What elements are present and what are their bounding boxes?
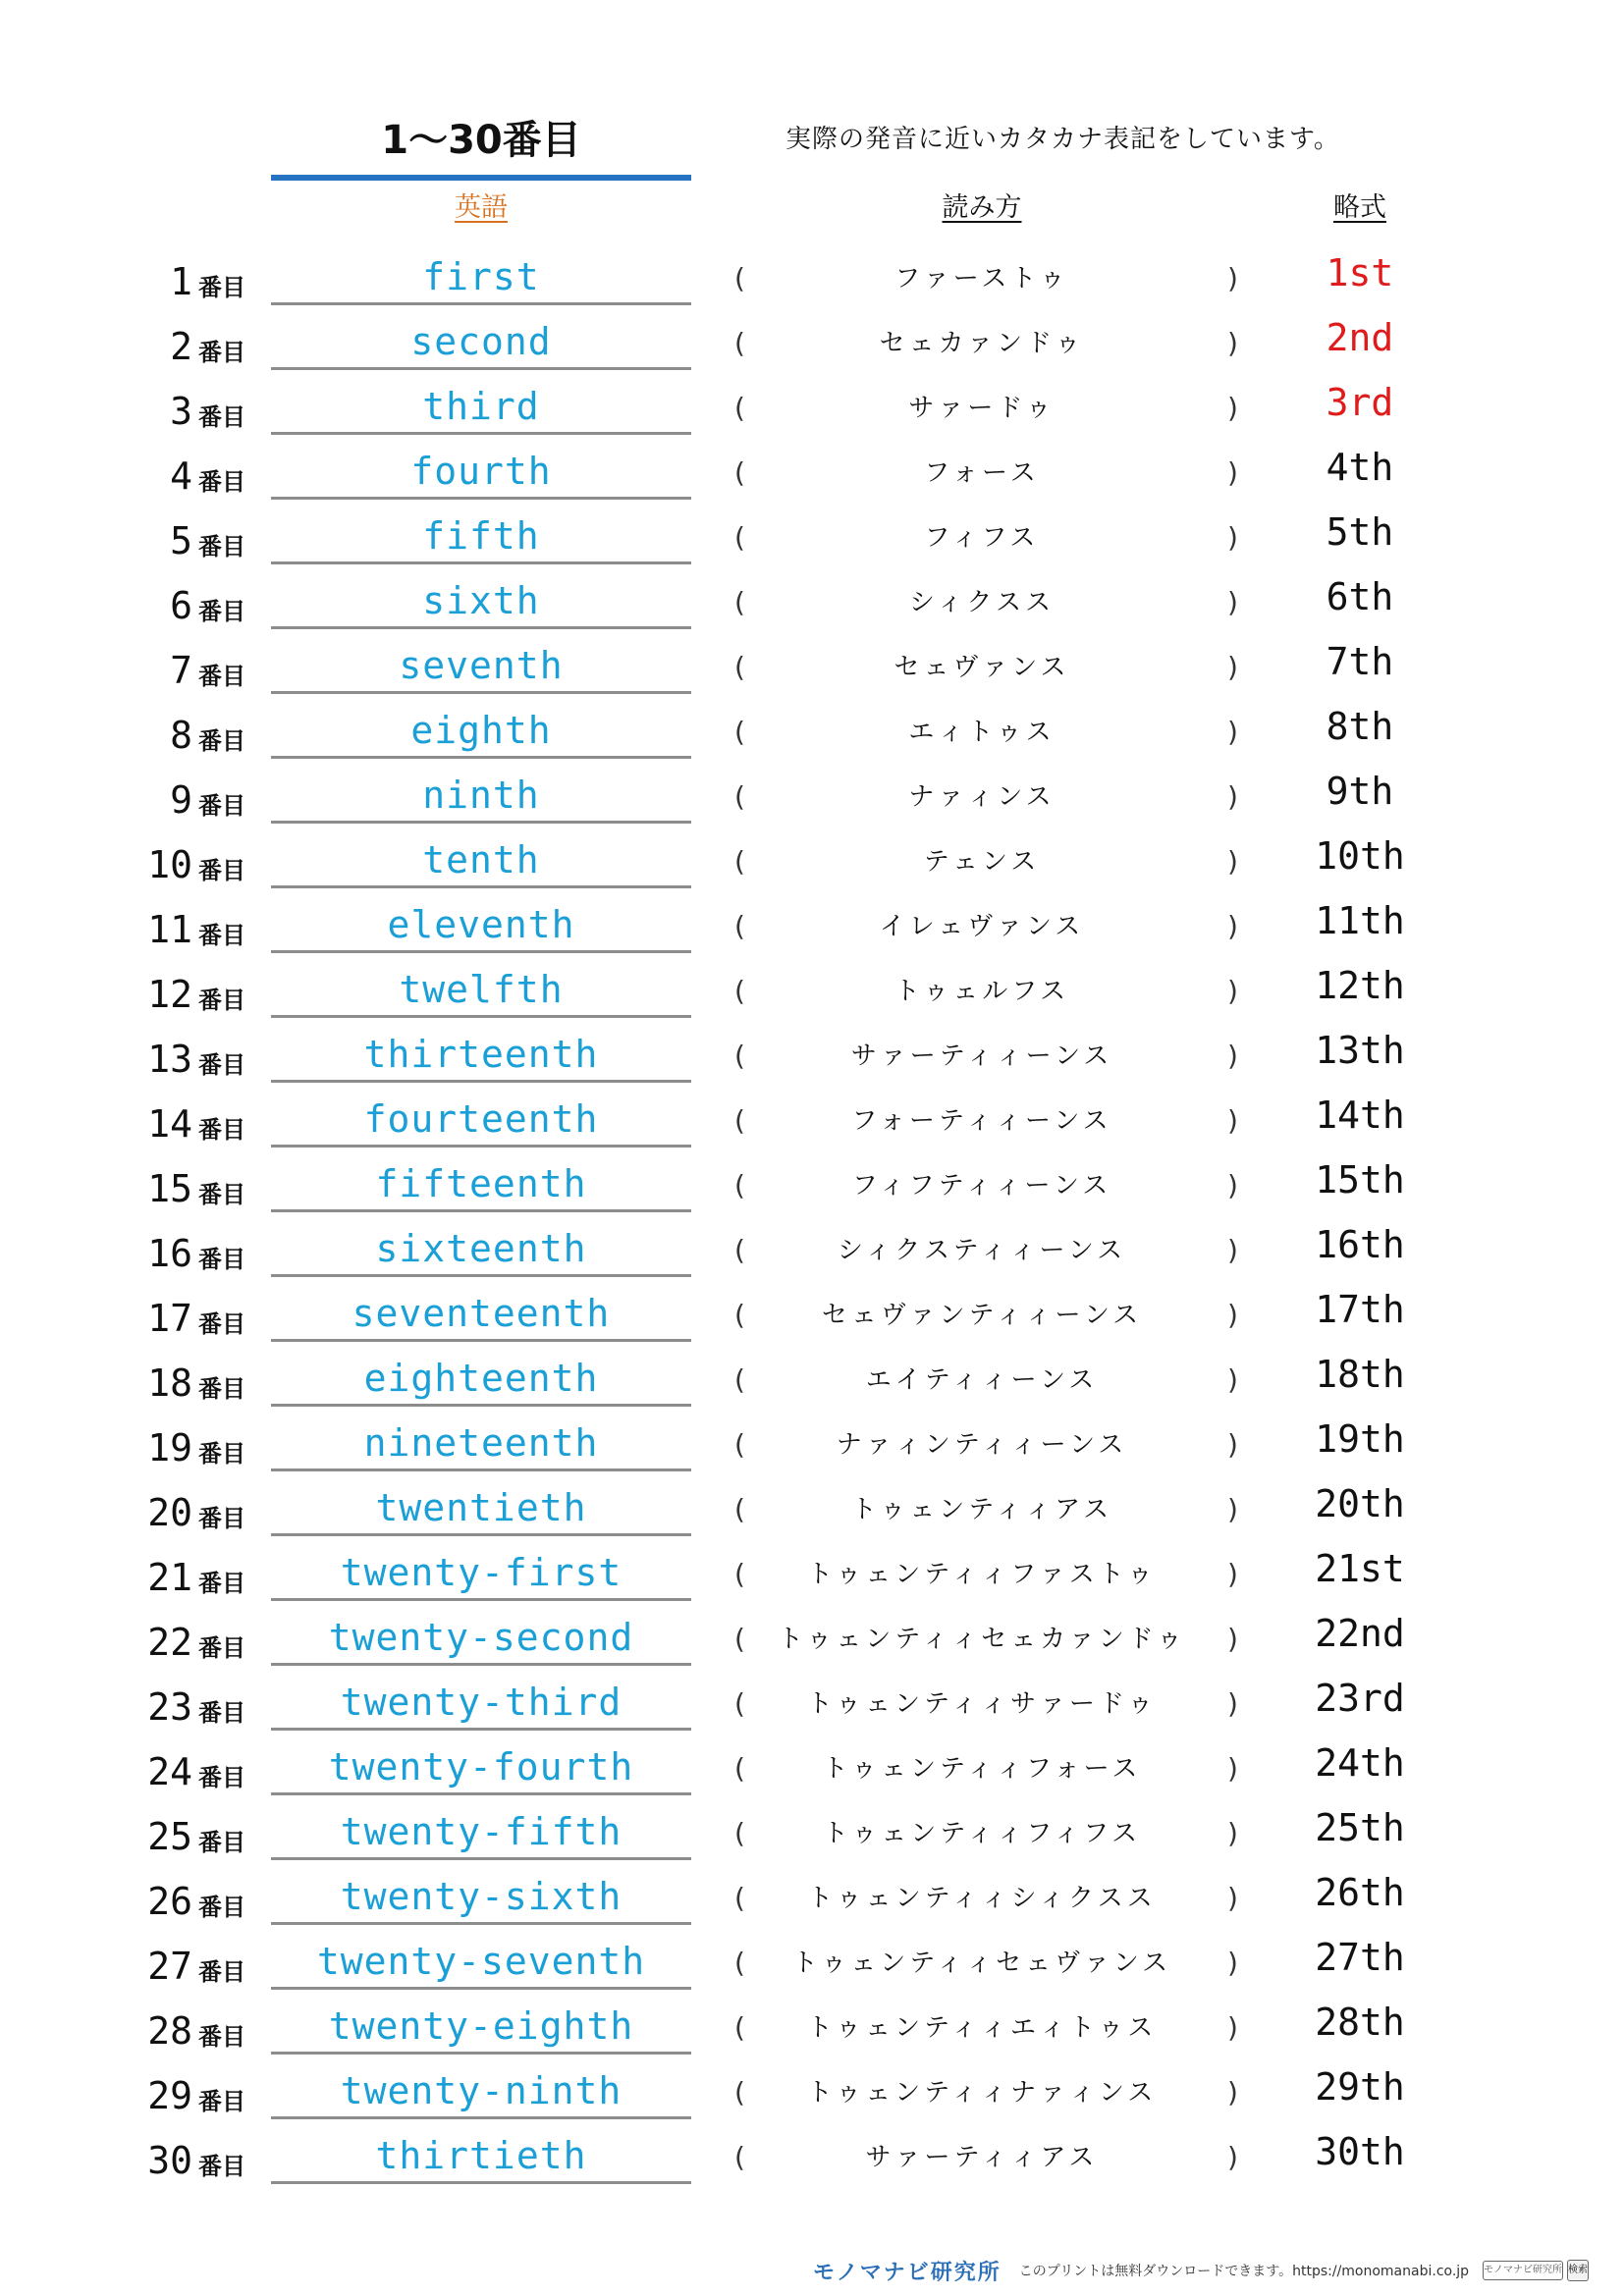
open-paren: (: [734, 456, 745, 489]
open-paren: (: [734, 586, 745, 618]
english-word: twenty-third: [271, 1677, 691, 1731]
ordinal-number-value: 20: [147, 1491, 192, 1534]
ordinal-suffix: 番目: [198, 1505, 245, 1532]
english-word: seventeenth: [271, 1288, 691, 1342]
open-paren: (: [734, 1947, 745, 1979]
close-paren: ): [1227, 780, 1238, 813]
page-title: 1～30番目: [381, 118, 581, 163]
english-word: fifteenth: [271, 1158, 691, 1212]
ordinal-suffix: 番目: [198, 1829, 245, 1856]
katakana-reading: トゥェンティィナァィンス: [806, 2078, 1158, 2108]
english-word: sixth: [271, 575, 691, 629]
ordinal-number-value: 8: [170, 714, 192, 757]
ordinal-suffix: 番目: [198, 727, 245, 755]
footer-search-input[interactable]: モノマナビ研究所: [1483, 2261, 1563, 2280]
ordinal-number-value: 11: [147, 908, 192, 951]
close-paren: ): [1227, 2076, 1238, 2109]
english-word: sixteenth: [271, 1223, 691, 1277]
english-word: fourth: [271, 446, 691, 500]
katakana-reading: トゥェンティィシィクスス: [807, 1884, 1157, 1913]
close-paren: ): [1227, 392, 1238, 424]
ordinal-number-value: 25: [147, 1815, 192, 1858]
close-paren: ): [1227, 1040, 1238, 1072]
column-header-reading: 読み方: [942, 192, 1022, 223]
ordinal-number-value: 24: [147, 1750, 192, 1793]
katakana-reading: トゥェンティィフィフス: [822, 1819, 1142, 1848]
english-word: first: [271, 251, 691, 305]
ordinal-suffix: 番目: [198, 598, 245, 625]
close-paren: ): [1227, 1493, 1238, 1525]
ordinal-number: [126, 711, 245, 756]
abbreviation: 29th: [1315, 2065, 1405, 2109]
abbreviation: 26th: [1315, 1871, 1405, 1914]
table-row: [0, 1090, 1624, 1154]
table-row: [0, 571, 1624, 636]
ordinal-number-value: 21: [147, 1556, 192, 1599]
ordinal-suffix: 番目: [198, 922, 245, 949]
ordinal-number: [126, 775, 245, 821]
katakana-reading: ナァィンティィーンス: [836, 1430, 1128, 1460]
table-row: [0, 1284, 1624, 1349]
ordinal-suffix: 番目: [198, 1894, 245, 1921]
ordinal-number-value: 3: [170, 390, 192, 433]
open-paren: (: [734, 651, 745, 683]
close-paren: ): [1227, 1623, 1238, 1655]
katakana-reading: ナァィンス: [908, 782, 1056, 812]
close-paren: ): [1227, 845, 1238, 878]
table-row: [0, 442, 1624, 507]
katakana-reading: セェカァンドゥ: [879, 329, 1085, 358]
ordinal-number: [126, 1877, 245, 1922]
abbreviation: 1st: [1326, 251, 1394, 294]
ordinal-number: [126, 387, 245, 432]
katakana-reading: フィフス: [924, 523, 1040, 553]
ordinal-suffix: 番目: [198, 1764, 245, 1791]
footer-logo: モノマナビ研究所: [813, 2260, 1001, 2285]
footer: [813, 2256, 1588, 2285]
abbreviation: 12th: [1315, 964, 1405, 1007]
open-paren: (: [734, 2011, 745, 2044]
english-word: second: [271, 316, 691, 370]
ordinal-number: [126, 2071, 245, 2116]
english-word: ninth: [271, 770, 691, 824]
ordinal-number-value: 14: [147, 1102, 192, 1146]
ordinal-number: [126, 646, 245, 691]
ordinal-number-value: 6: [170, 584, 192, 627]
ordinal-number-value: 19: [147, 1426, 192, 1469]
table-row: [0, 2126, 1624, 2191]
column-header-abbreviation: 略式: [1333, 192, 1386, 223]
ordinal-number-value: 23: [147, 1685, 192, 1729]
abbreviation: 28th: [1315, 2001, 1405, 2044]
ordinal-suffix: 番目: [198, 1570, 245, 1597]
abbreviation: 15th: [1315, 1158, 1405, 1201]
english-word: eighth: [271, 705, 691, 759]
open-paren: (: [734, 1817, 745, 1849]
ordinal-number-value: 22: [147, 1621, 192, 1664]
ordinal-suffix: 番目: [198, 2088, 245, 2115]
table-row: [0, 895, 1624, 960]
title-underline: [271, 175, 691, 181]
abbreviation: 20th: [1315, 1482, 1405, 1525]
english-word: fourteenth: [271, 1094, 691, 1148]
table-row: [0, 1737, 1624, 1802]
abbreviation: 6th: [1326, 575, 1394, 618]
ordinal-number-value: 28: [147, 2009, 192, 2053]
ordinal-number: [126, 905, 245, 950]
abbreviation: 18th: [1315, 1353, 1405, 1396]
ordinal-suffix: 番目: [198, 663, 245, 690]
ordinal-suffix: 番目: [198, 1310, 245, 1338]
ordinal-suffix: 番目: [198, 403, 245, 431]
ordinal-suffix: 番目: [198, 987, 245, 1014]
open-paren: (: [734, 1882, 745, 1914]
english-word: tenth: [271, 834, 691, 888]
ordinal-number: [126, 257, 245, 302]
katakana-reading: トゥェンティィセェカァンドゥ: [777, 1625, 1187, 1654]
katakana-reading: シィクスティィーンス: [837, 1236, 1127, 1265]
english-word: twelfth: [271, 964, 691, 1018]
ordinal-number: [126, 1099, 245, 1145]
katakana-reading: フィフティィーンス: [851, 1171, 1112, 1201]
open-paren: (: [734, 2141, 745, 2173]
close-paren: ): [1227, 975, 1238, 1007]
ordinal-number-value: 13: [147, 1038, 192, 1081]
ordinal-suffix: 番目: [198, 1958, 245, 1986]
ordinal-number: [126, 1942, 245, 1987]
open-paren: (: [734, 1040, 745, 1072]
open-paren: (: [734, 392, 745, 424]
pronunciation-note: 実際の発音に近いカタカナ表記をしています。: [785, 125, 1340, 154]
katakana-reading: エイティィーンス: [865, 1365, 1099, 1395]
abbreviation: 7th: [1326, 640, 1394, 683]
ordinal-number: [126, 581, 245, 626]
katakana-reading: フォース: [924, 458, 1040, 488]
ordinal-suffix: 番目: [198, 1051, 245, 1079]
katakana-reading: トゥェンティィセェヴァンス: [791, 1949, 1172, 1978]
english-word: thirtieth: [271, 2130, 691, 2184]
ordinal-number-value: 10: [147, 843, 192, 886]
table-row: [0, 247, 1624, 312]
katakana-reading: セェヴァンス: [893, 653, 1070, 682]
open-paren: (: [734, 262, 745, 294]
table-row: [0, 1154, 1624, 1219]
abbreviation: 19th: [1315, 1417, 1405, 1461]
table-row: [0, 1867, 1624, 1932]
table-row: [0, 1478, 1624, 1543]
ordinal-number: [126, 1229, 245, 1274]
close-paren: ): [1227, 1882, 1238, 1914]
ordinal-number: [126, 1812, 245, 1857]
katakana-reading: セェヴァンティィーンス: [821, 1301, 1143, 1330]
english-word: twenty-eighth: [271, 2001, 691, 2055]
ordinal-number: [126, 452, 245, 497]
close-paren: ): [1227, 1363, 1238, 1396]
ordinal-suffix: 番目: [198, 1634, 245, 1662]
table-row: [0, 377, 1624, 442]
ordinal-number: [126, 1035, 245, 1080]
table-row: [0, 636, 1624, 701]
ordinal-number: [126, 2006, 245, 2052]
ordinal-suffix: 番目: [198, 1246, 245, 1273]
close-paren: ): [1227, 1558, 1238, 1590]
ordinal-number-value: 9: [170, 778, 192, 822]
abbreviation: 8th: [1326, 705, 1394, 748]
abbreviation: 4th: [1326, 446, 1394, 489]
open-paren: (: [734, 1299, 745, 1331]
abbreviation: 16th: [1315, 1223, 1405, 1266]
ordinal-number-value: 5: [170, 519, 192, 562]
open-paren: (: [734, 1687, 745, 1720]
open-paren: (: [734, 780, 745, 813]
ordinal-suffix: 番目: [198, 792, 245, 820]
ordinal-suffix: 番目: [198, 274, 245, 301]
close-paren: ): [1227, 1428, 1238, 1461]
close-paren: ): [1227, 1817, 1238, 1849]
table-row: [0, 1608, 1624, 1673]
ordinal-suffix: 番目: [198, 1375, 245, 1403]
abbreviation: 2nd: [1326, 316, 1394, 359]
abbreviation: 3rd: [1326, 381, 1394, 424]
katakana-reading: サァーティィーンス: [850, 1041, 1113, 1071]
ordinal-number: [126, 1747, 245, 1792]
close-paren: ): [1227, 586, 1238, 618]
english-word: nineteenth: [271, 1417, 691, 1471]
english-word: twenty-sixth: [271, 1871, 691, 1925]
open-paren: (: [734, 2076, 745, 2109]
footer-search-button[interactable]: 検索: [1567, 2260, 1589, 2281]
ordinal-number: [126, 1423, 245, 1468]
ordinal-number: [126, 322, 245, 367]
katakana-reading: トゥェンティィアス: [850, 1495, 1113, 1524]
ordinal-number-value: 16: [147, 1232, 192, 1275]
close-paren: ): [1227, 1299, 1238, 1331]
english-word: twentieth: [271, 1482, 691, 1536]
english-word: eighteenth: [271, 1353, 691, 1407]
close-paren: ): [1227, 1752, 1238, 1785]
open-paren: (: [734, 1493, 745, 1525]
katakana-reading: テェンス: [923, 847, 1041, 877]
ordinal-number-value: 15: [147, 1167, 192, 1210]
abbreviation: 9th: [1326, 770, 1394, 813]
english-word: twenty-fourth: [271, 1741, 691, 1795]
ordinal-suffix: 番目: [198, 1699, 245, 1727]
table-row: [0, 1543, 1624, 1608]
ordinal-number: [126, 1682, 245, 1728]
close-paren: ): [1227, 1234, 1238, 1266]
table-row: [0, 2061, 1624, 2126]
katakana-reading: イレェヴァンス: [879, 912, 1085, 941]
ordinal-number: [126, 1294, 245, 1339]
ordinal-number: [126, 840, 245, 885]
english-word: third: [271, 381, 691, 435]
open-paren: (: [734, 1104, 745, 1137]
ordinal-number-value: 7: [170, 649, 192, 692]
ordinal-number: [126, 2136, 245, 2181]
abbreviation: 25th: [1315, 1806, 1405, 1849]
abbreviation: 17th: [1315, 1288, 1405, 1331]
open-paren: (: [734, 975, 745, 1007]
close-paren: ): [1227, 910, 1238, 942]
table-row: [0, 830, 1624, 895]
ordinal-suffix: 番目: [198, 2153, 245, 2180]
close-paren: ): [1227, 716, 1238, 748]
ordinal-number-value: 27: [147, 1945, 192, 1988]
close-paren: ): [1227, 1104, 1238, 1137]
ordinal-table: [0, 247, 1624, 2191]
table-row: [0, 1025, 1624, 1090]
english-word: seventh: [271, 640, 691, 694]
abbreviation: 27th: [1315, 1936, 1405, 1979]
table-row: [0, 1219, 1624, 1284]
abbreviation: 5th: [1326, 510, 1394, 554]
open-paren: (: [734, 1558, 745, 1590]
open-paren: (: [734, 1169, 745, 1201]
ordinal-number-value: 17: [147, 1297, 192, 1340]
close-paren: ): [1227, 2011, 1238, 2044]
open-paren: (: [734, 521, 745, 554]
table-row: [0, 1997, 1624, 2061]
table-row: [0, 766, 1624, 830]
open-paren: (: [734, 1363, 745, 1396]
english-word: thirteenth: [271, 1029, 691, 1083]
ordinal-number-value: 12: [147, 973, 192, 1016]
english-word: twenty-seventh: [271, 1936, 691, 1990]
katakana-reading: トゥェンティィエィトゥス: [806, 2013, 1158, 2043]
ordinal-number: [126, 1488, 245, 1533]
ordinal-suffix: 番目: [198, 1440, 245, 1468]
open-paren: (: [734, 327, 745, 359]
close-paren: ): [1227, 1169, 1238, 1201]
english-word: fifth: [271, 510, 691, 564]
ordinal-suffix: 番目: [198, 2023, 245, 2051]
table-row: [0, 312, 1624, 377]
table-row: [0, 1673, 1624, 1737]
table-row: [0, 1932, 1624, 1997]
abbreviation: 10th: [1315, 834, 1405, 878]
open-paren: (: [734, 845, 745, 878]
close-paren: ): [1227, 456, 1238, 489]
english-word: twenty-ninth: [271, 2065, 691, 2119]
ordinal-number: [126, 970, 245, 1015]
katakana-reading: トゥェンティィサァードゥ: [806, 1689, 1158, 1719]
ordinal-suffix: 番目: [198, 857, 245, 884]
abbreviation: 14th: [1315, 1094, 1405, 1137]
ordinal-suffix: 番目: [198, 1116, 245, 1144]
close-paren: ): [1227, 327, 1238, 359]
ordinal-number-value: 30: [147, 2139, 192, 2182]
open-paren: (: [734, 910, 745, 942]
ordinal-suffix: 番目: [198, 533, 245, 561]
table-row: [0, 960, 1624, 1025]
ordinal-number: [126, 1359, 245, 1404]
open-paren: (: [734, 1428, 745, 1461]
english-word: twenty-first: [271, 1547, 691, 1601]
abbreviation: 11th: [1315, 899, 1405, 942]
close-paren: ): [1227, 651, 1238, 683]
ordinal-number: [126, 516, 245, 561]
close-paren: ): [1227, 1687, 1238, 1720]
ordinal-number-value: 2: [170, 325, 192, 368]
table-row: [0, 507, 1624, 571]
english-word: twenty-fifth: [271, 1806, 691, 1860]
abbreviation: 30th: [1315, 2130, 1405, 2173]
abbreviation: 21st: [1315, 1547, 1405, 1590]
open-paren: (: [734, 1752, 745, 1785]
ordinal-number-value: 18: [147, 1362, 192, 1405]
katakana-reading: シィクスス: [908, 588, 1056, 617]
ordinal-number-value: 29: [147, 2074, 192, 2117]
katakana-reading: トゥェンティィファストゥ: [806, 1560, 1158, 1589]
footer-text: このプリントは無料ダウンロードできます。https://monomanabi.co.jp: [1018, 2264, 1470, 2279]
ordinal-number-value: 4: [170, 454, 192, 498]
close-paren: ): [1227, 2141, 1238, 2173]
ordinal-number: [126, 1553, 245, 1598]
table-row: [0, 1414, 1624, 1478]
ordinal-number: [126, 1164, 245, 1209]
katakana-reading: トゥェンティィフォース: [822, 1754, 1142, 1784]
close-paren: ): [1227, 521, 1238, 554]
table-row: [0, 701, 1624, 766]
open-paren: (: [734, 1623, 745, 1655]
english-word: twenty-second: [271, 1612, 691, 1666]
ordinal-suffix: 番目: [198, 339, 245, 366]
open-paren: (: [734, 716, 745, 748]
katakana-reading: サァーティィアス: [865, 2143, 1099, 2172]
ordinal-number: [126, 1618, 245, 1663]
table-row: [0, 1802, 1624, 1867]
table-row: [0, 1349, 1624, 1414]
katakana-reading: フォーティィーンス: [851, 1106, 1112, 1136]
katakana-reading: ファーストゥ: [894, 264, 1069, 294]
ordinal-number-value: 1: [170, 260, 192, 303]
abbreviation: 23rd: [1315, 1677, 1405, 1720]
column-header-english: 英語: [455, 192, 508, 223]
abbreviation: 24th: [1315, 1741, 1405, 1785]
close-paren: ): [1227, 262, 1238, 294]
katakana-reading: エィトゥス: [908, 718, 1056, 747]
open-paren: (: [734, 1234, 745, 1266]
ordinal-suffix: 番目: [198, 468, 245, 496]
ordinal-suffix: 番目: [198, 1181, 245, 1208]
english-word: eleventh: [271, 899, 691, 953]
close-paren: ): [1227, 1947, 1238, 1979]
ordinal-number-value: 26: [147, 1880, 192, 1923]
katakana-reading: サァードゥ: [908, 394, 1056, 423]
katakana-reading: トゥェルフス: [893, 977, 1070, 1006]
abbreviation: 22nd: [1315, 1612, 1405, 1655]
abbreviation: 13th: [1315, 1029, 1405, 1072]
